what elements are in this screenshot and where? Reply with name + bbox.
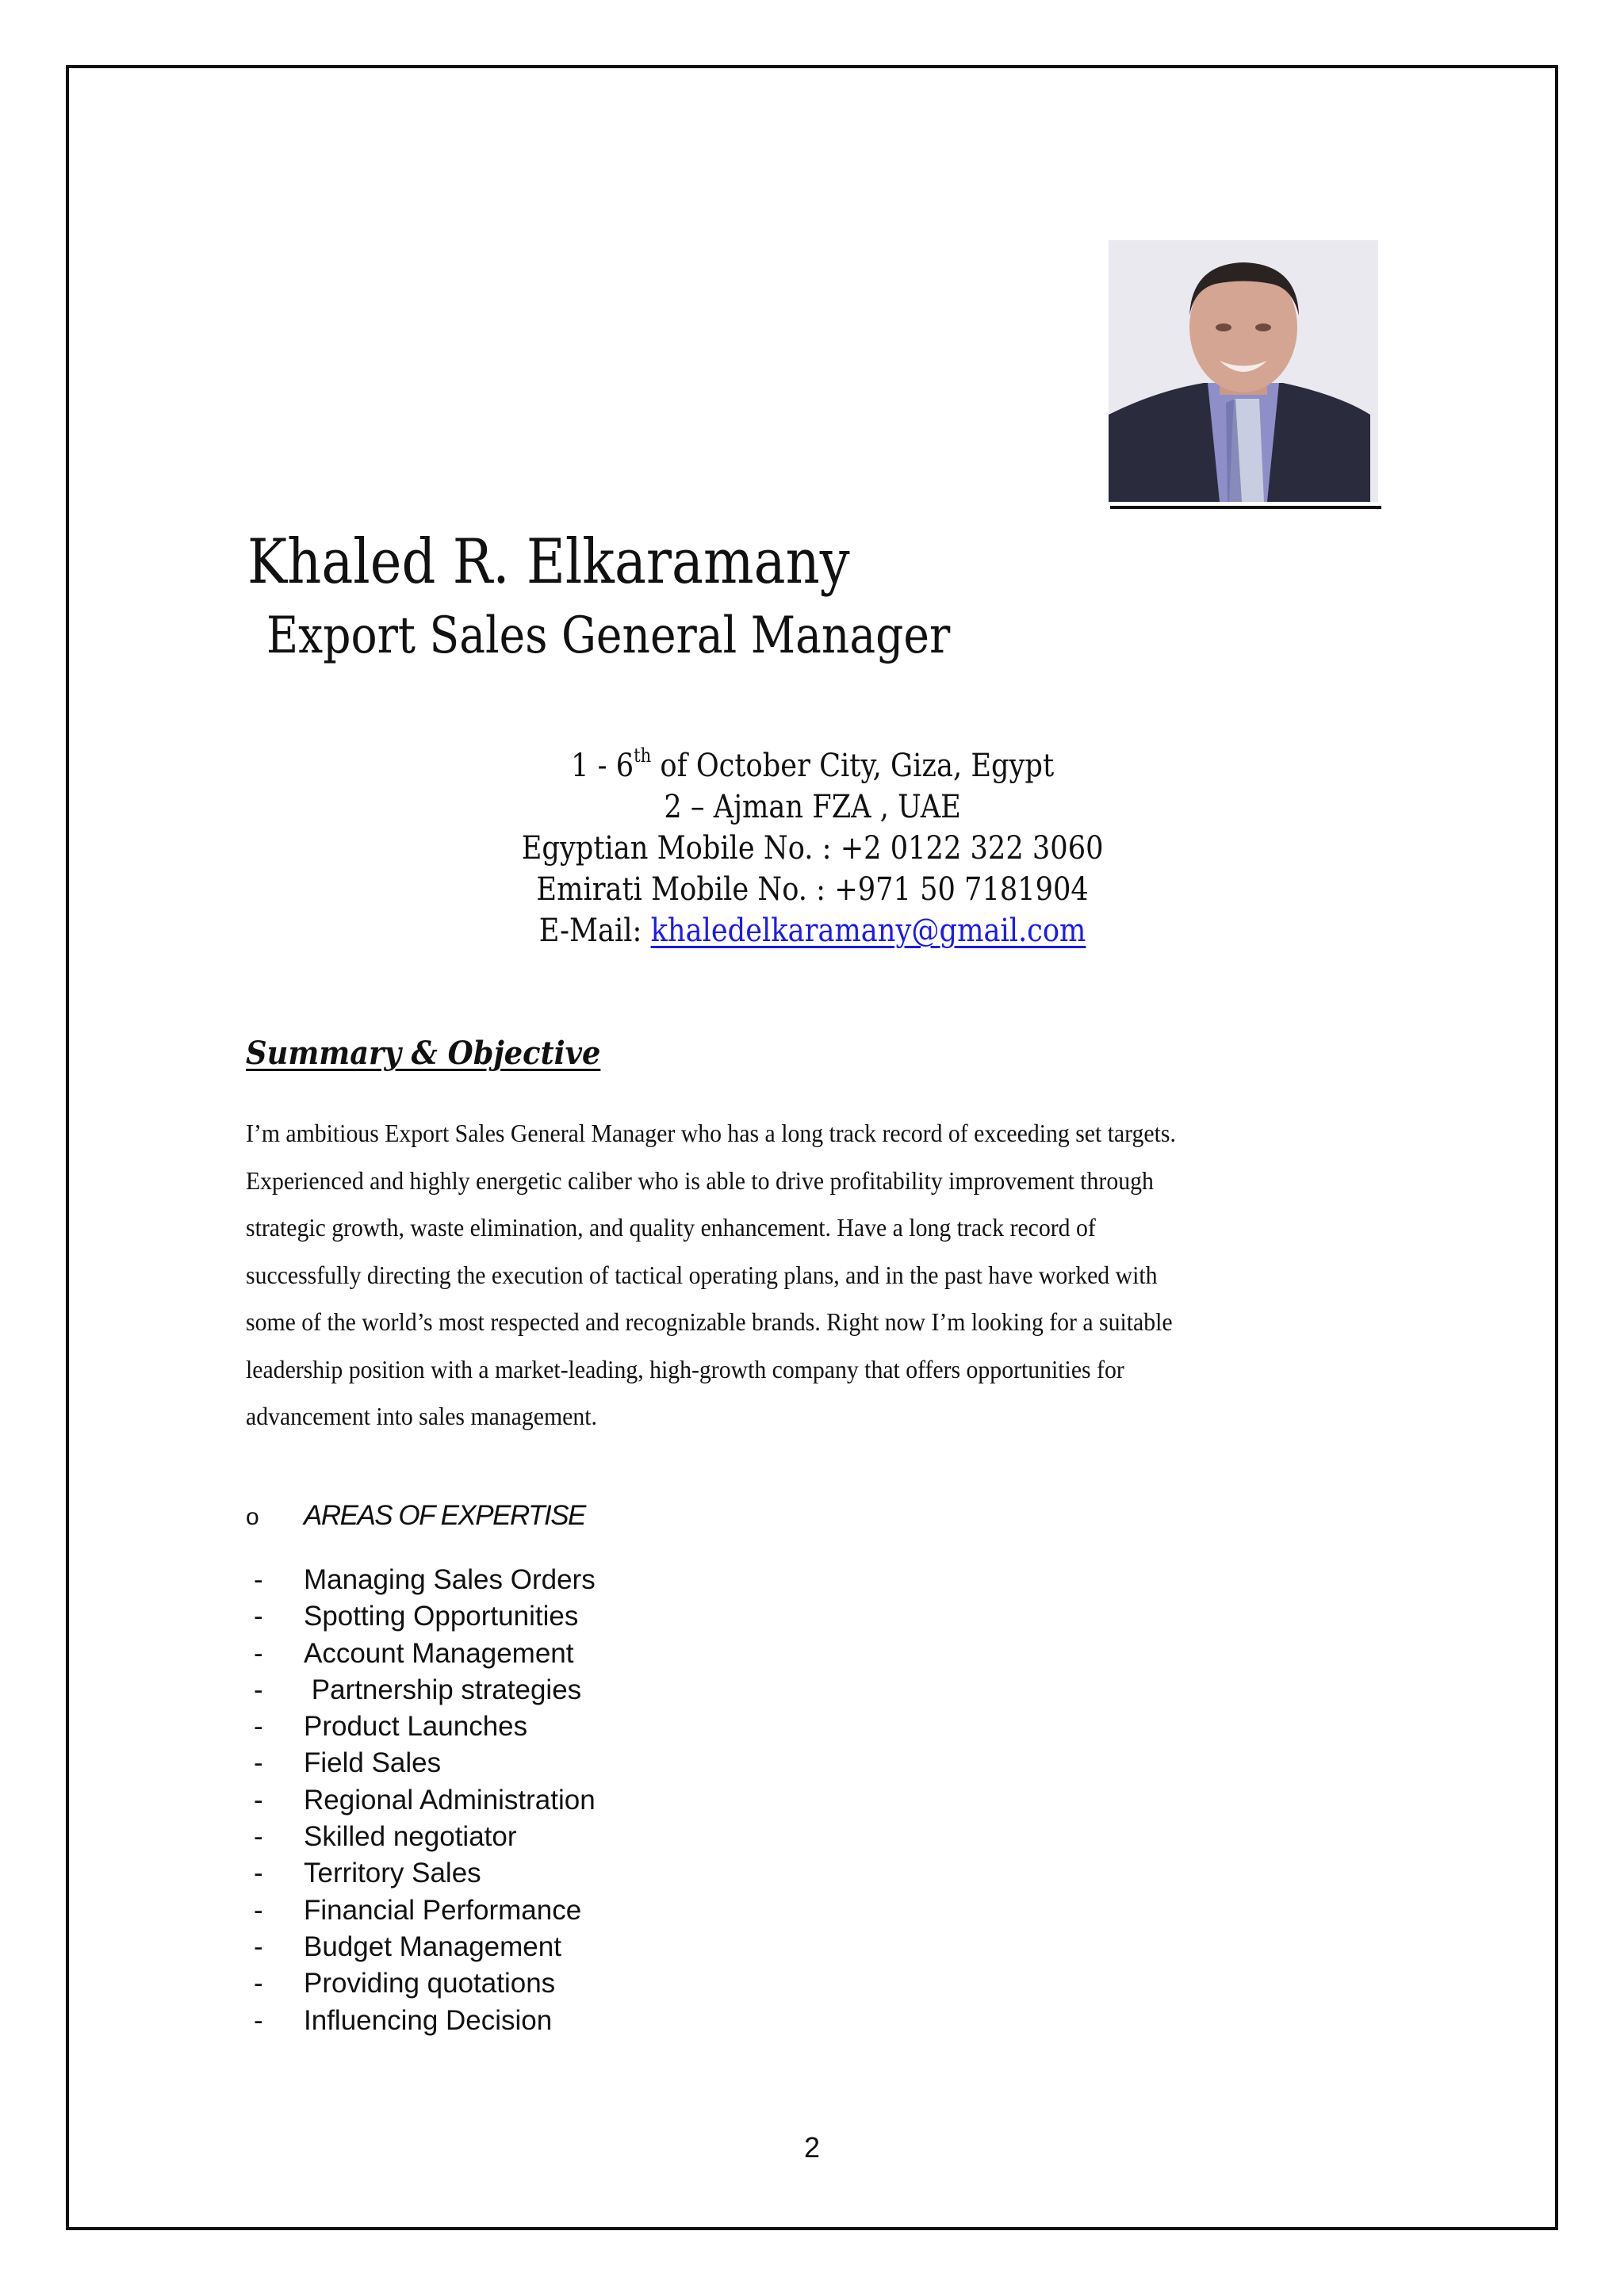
email-line [98, 910, 1526, 951]
dash-bullet-icon: - [254, 1564, 263, 1595]
list-item [246, 2003, 596, 2039]
email-link[interactable]: khaledelkaramany@gmail.com [650, 913, 1086, 949]
list-item [246, 1892, 596, 1929]
circle-bullet-icon: o [246, 1504, 259, 1530]
summary-line: leadership position with a market-leading, high-growth company that offers opportunities for [246, 1354, 1124, 1383]
contact-block [0, 745, 1624, 951]
summary-line: some of the world’s most respected and recognizable brands. Right now I’m looking for a suitable [246, 1307, 1173, 1336]
list-item [246, 1636, 596, 1672]
dash-bullet-icon: - [254, 1674, 263, 1705]
summary-line: I’m ambitious Export Sales General Manager who has a long track record of exceeding set targets. [246, 1119, 1176, 1147]
list-item-label: Regional Administration [304, 1784, 596, 1816]
list-item [246, 1598, 596, 1635]
expertise-title: AREAS OF EXPERTISE [304, 1500, 585, 1531]
list-item-label: Account Management [304, 1637, 574, 1669]
dash-bullet-icon: - [254, 1711, 263, 1743]
profile-photo [1109, 240, 1378, 502]
list-item-label: Managing Sales Orders [304, 1564, 596, 1595]
dash-bullet-icon: - [254, 1747, 263, 1779]
summary-heading: Summary & Objective [246, 1035, 601, 1072]
address-line-2: 2 – Ajman FZA , UAE [664, 789, 961, 825]
list-item-label: Territory Sales [304, 1858, 481, 1889]
address-line-1 [98, 745, 1526, 786]
expertise-heading [246, 1500, 585, 1532]
list-item-label: Product Launches [304, 1711, 528, 1743]
list-item-label: Partnership strategies [304, 1674, 582, 1705]
list-item [246, 1562, 596, 1598]
list-item [246, 1672, 596, 1709]
portrait-image [1109, 240, 1378, 502]
dash-bullet-icon: - [254, 1968, 263, 1999]
dash-bullet-icon: - [254, 2004, 263, 2036]
page-number: 2 [803, 2131, 821, 2164]
dash-bullet-icon: - [254, 1784, 263, 1816]
list-item [246, 1745, 596, 1781]
address-1-suffix: of October City, Giza, Egypt [651, 748, 1055, 784]
summary-line: Experienced and highly energetic caliber who is able to drive profitability improvement through [246, 1165, 1154, 1195]
dash-bullet-icon: - [254, 1931, 263, 1962]
summary-line: strategic growth, waste elimination, and quality enhancement. Have a long track record of [246, 1213, 1096, 1242]
photo-underline [1110, 506, 1381, 509]
list-item-label: Skilled negotiator [304, 1821, 517, 1853]
egyptian-mobile: Egyptian Mobile No. : +2 0122 322 3060 [521, 830, 1104, 867]
list-item-label: Influencing Decision [304, 2004, 553, 2036]
summary-paragraph [246, 1110, 1356, 1441]
candidate-name: Khaled R. Elkaramany [247, 526, 850, 598]
dash-bullet-icon: - [254, 1858, 263, 1889]
list-item-label: Providing quotations [304, 1968, 556, 1999]
dash-bullet-icon: - [254, 1821, 263, 1853]
job-title: Export Sales General Manager [266, 607, 951, 665]
list-item [246, 1929, 596, 1965]
list-item-label: Field Sales [304, 1747, 442, 1779]
list-item [246, 1709, 596, 1745]
expertise-list [246, 1562, 596, 2039]
dash-bullet-icon: - [254, 1601, 263, 1632]
list-item [246, 1855, 596, 1892]
email-label: E-Mail: [538, 913, 651, 949]
dash-bullet-icon: - [254, 1894, 263, 1926]
list-item-label: Financial Performance [304, 1894, 582, 1926]
ordinal-suffix: th [634, 744, 652, 767]
summary-line: successfully directing the execution of tactical operating plans, and in the past have worked with [246, 1260, 1158, 1289]
list-item [246, 1965, 596, 2002]
summary-line: advancement into sales management. [246, 1402, 597, 1430]
list-item-label: Spotting Opportunities [304, 1601, 579, 1632]
list-item-label: Budget Management [304, 1931, 561, 1962]
address-1-prefix: 1 - 6 [571, 748, 634, 784]
emirati-mobile: Emirati Mobile No. : +971 50 7181904 [536, 871, 1089, 908]
list-item [246, 1782, 596, 1819]
list-item [246, 1819, 596, 1855]
dash-bullet-icon: - [254, 1637, 263, 1669]
